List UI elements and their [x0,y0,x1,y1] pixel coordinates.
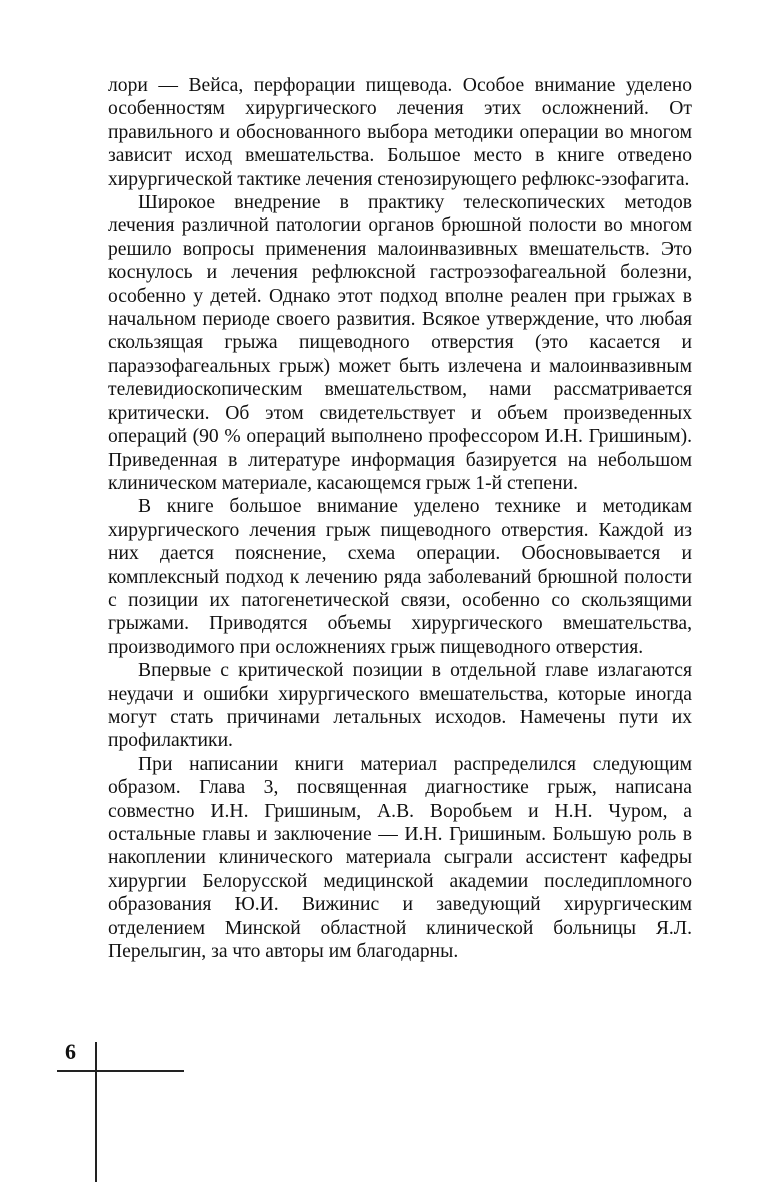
paragraph: При написании книги материал распределился следующим образом. Глава 3, посвященная диагностике грыж, написана совместно И.Н. Гришиным, А.В. Воробьем и Н.Н. Чуром, а остальные главы и заключение — И.Н. Гришиным. Большую роль в накоплении клинического материала сыграли ассистент кафедры хирургии Белорусской медицинской академии последипломного образования Ю.И. Вижинис и заведующий хирургическим отделением Минской областной клинической больницы Я.Л. Перелыгин, за что авторы им благодарны. [108,753,692,963]
paragraph: Широкое внедрение в практику телескопических методов лечения различной патологии органов брюшной полости во многом решило вопросы применения малоинвазивных вмешательств. Это коснулось и лечения рефлюксной гастроэзофагеальной болезни, особенно у детей. Однако этот подход вполне реален при грыжах в начальном периоде своего развития. Всякое утверждение, что любая скользящая грыжа пищеводного отверстия (это касается и параэзофагеальных грыж) может быть излечена и малоинвазивным телевидиоскопическим вмешательством, нами рассматривается критически. Об этом свидетельствует и объем произведенных операций (90 % операций выполнено профессором И.Н. Гришиным). Приведенная в литературе информация базируется на небольшом клиническом материале, касающемся грыж 1-й степени. [108,192,692,494]
footer-vertical-rule [95,1042,97,1182]
footer-horizontal-rule [57,1070,184,1072]
paragraph-continuation: лори — Вейса, перфорации пищевода. Особое внимание уделено особенностям хирургического лечения этих осложнений. От правильного и обоснованного выбора методики операции во многом зависит исход вмешательства. Большое место в книге отведено хирургической тактике лечения стенозирующего рефлюкс-эзофагита. [108,75,692,190]
paragraph: Впервые с критической позиции в отдельной главе излагаются неудачи и ошибки хирургического вмешательства, которые иногда могут стать причинами летальных исходов. Намечены пути их профилактики. [108,660,692,752]
page-number: 6 [65,1039,76,1064]
paragraph: В книге большое внимание уделено технике и методикам хирургического лечения грыж пищеводного отверстия. Каждой из них дается пояснение, схема операции. Обосновывается и комплексный подход к лечению ряда заболеваний брюшной полости с позиции их патогенетической связи, особенно со скользящими грыжами. Приводятся объемы хирургического вмешательства, производимого при осложнениях грыж пищеводного отверстия. [108,496,692,658]
page-body [108,74,692,963]
